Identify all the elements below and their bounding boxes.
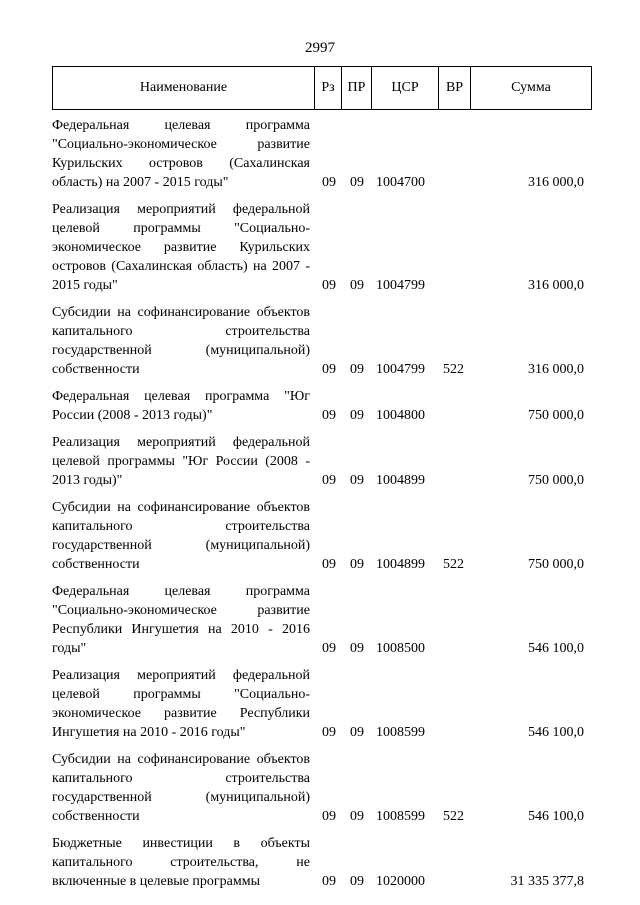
table-row <box>52 303 592 379</box>
row-csr: 1008500 <box>376 641 425 656</box>
row-sum: 546 100,0 <box>528 641 584 656</box>
row-csr: 1004800 <box>376 408 425 423</box>
table-row <box>52 582 592 658</box>
header-pr: ПР <box>342 67 372 109</box>
row-pr: 09 <box>350 809 364 824</box>
row-sum: 316 000,0 <box>528 278 584 293</box>
row-sum: 31 335 377,8 <box>510 874 584 889</box>
row-pr: 09 <box>350 874 364 889</box>
row-sum: 546 100,0 <box>528 725 584 740</box>
table-row <box>52 498 592 574</box>
row-name: Федеральная целевая программа "Социально-экономическое развитие Республики Ингушетия на 2010 - 2016 годы" <box>52 584 310 656</box>
row-pr: 09 <box>350 557 364 572</box>
row-pr: 09 <box>350 175 364 190</box>
row-csr: 1008599 <box>376 809 425 824</box>
row-name: Реализация мероприятий федеральной целевой программы "Социально-экономическое развитие Курильских островов (Сахалинская область) на 2007 - 2015 годы" <box>52 202 310 293</box>
row-csr: 1004899 <box>376 557 425 572</box>
header-rz: Рз <box>315 67 342 109</box>
row-pr: 09 <box>350 641 364 656</box>
row-name: Бюджетные инвестиции в объекты капитального строительства, не включенные в целевые программы <box>52 836 310 889</box>
table-header <box>52 66 592 110</box>
row-rz: 09 <box>322 473 336 488</box>
row-name: Федеральная целевая программа "Социально-экономическое развитие Курильских островов (Сахалинская область) на 2007 - 2015 годы" <box>52 118 310 190</box>
row-name: Реализация мероприятий федеральной целевой программы "Юг России (2008 - 2013 годы)" <box>52 435 310 488</box>
row-csr: 1020000 <box>376 874 425 889</box>
header-sum: Сумма <box>511 80 551 95</box>
row-csr: 1004899 <box>376 473 425 488</box>
table-row <box>52 834 592 891</box>
row-name: Субсидии на софинансирование объектов капитального строительства государственной (муниципальной) собственности <box>52 500 310 572</box>
row-pr: 09 <box>350 408 364 423</box>
header-name: Наименование <box>53 67 315 109</box>
header-csr: ЦСР <box>372 67 439 109</box>
row-pr: 09 <box>350 725 364 740</box>
row-sum: 750 000,0 <box>528 557 584 572</box>
row-sum: 750 000,0 <box>528 473 584 488</box>
table-row <box>52 433 592 490</box>
row-name: Субсидии на софинансирование объектов капитального строительства государственной (муниципальной) собственности <box>52 752 310 824</box>
row-csr: 1008599 <box>376 725 425 740</box>
table-row <box>52 387 592 425</box>
table-row <box>52 666 592 742</box>
row-rz: 09 <box>322 809 336 824</box>
table-body <box>52 116 592 899</box>
table-row <box>52 750 592 826</box>
row-sum: 750 000,0 <box>528 408 584 423</box>
row-sum: 316 000,0 <box>528 362 584 377</box>
row-rz: 09 <box>322 557 336 572</box>
row-vr: 522 <box>443 557 464 572</box>
row-name: Федеральная целевая программа "Юг России (2008 - 2013 годы)" <box>52 389 310 423</box>
header-vr: ВР <box>439 67 471 109</box>
row-pr: 09 <box>350 362 364 377</box>
row-sum: 316 000,0 <box>528 175 584 190</box>
page-number: 2997 <box>305 40 335 56</box>
row-csr: 1004700 <box>376 175 425 190</box>
row-pr: 09 <box>350 473 364 488</box>
table-row <box>52 200 592 295</box>
table-row <box>52 116 592 192</box>
row-rz: 09 <box>322 641 336 656</box>
row-name: Реализация мероприятий федеральной целевой программы "Социально-экономическое развитие Республики Ингушетия на 2010 - 2016 годы" <box>52 668 310 740</box>
row-rz: 09 <box>322 725 336 740</box>
row-name: Субсидии на софинансирование объектов капитального строительства государственной (муниципальной) собственности <box>52 305 310 377</box>
row-rz: 09 <box>322 408 336 423</box>
row-sum: 546 100,0 <box>528 809 584 824</box>
row-pr: 09 <box>350 278 364 293</box>
row-rz: 09 <box>322 362 336 377</box>
row-csr: 1004799 <box>376 278 425 293</box>
row-rz: 09 <box>322 874 336 889</box>
row-csr: 1004799 <box>376 362 425 377</box>
row-rz: 09 <box>322 175 336 190</box>
row-vr: 522 <box>443 809 464 824</box>
row-rz: 09 <box>322 278 336 293</box>
row-vr: 522 <box>443 362 464 377</box>
